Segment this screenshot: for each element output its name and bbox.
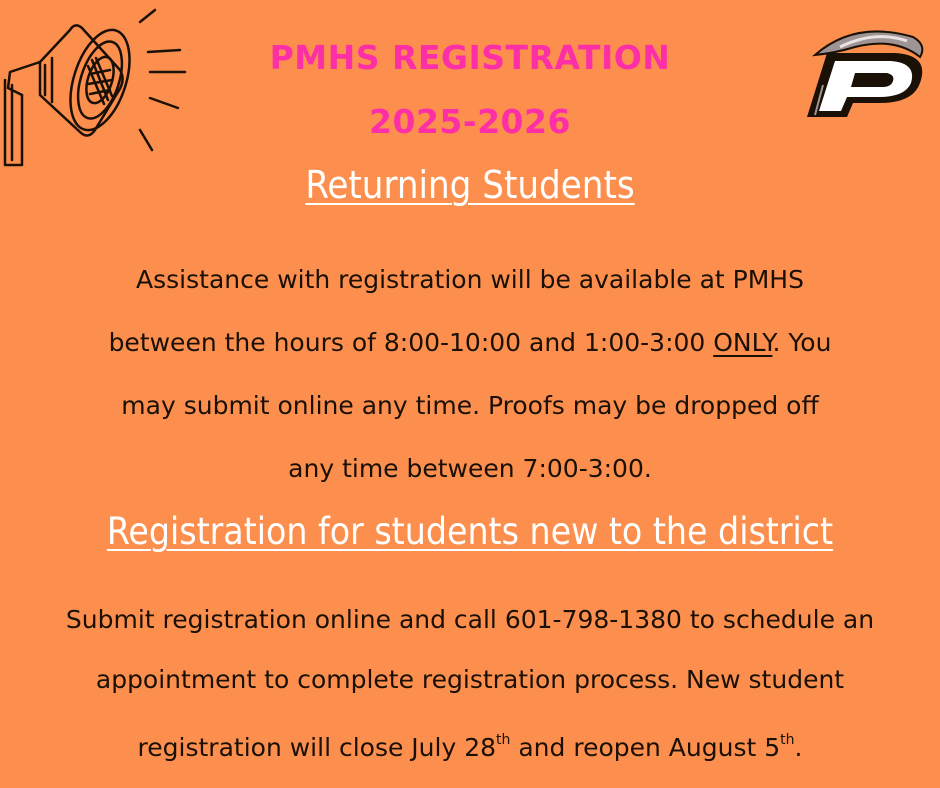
new-students-heading: Registration for students new to the district	[106, 510, 834, 553]
new-students-text	[0, 590, 940, 778]
new-students-line: appointment to complete registration process. New student	[95, 665, 845, 694]
returning-students-text	[0, 248, 940, 500]
new-students-line: Submit registration online and call 601-798-1380 to schedule an	[65, 605, 875, 634]
only-emphasis: ONLY	[713, 328, 773, 357]
new-students-line-dates: registration will close July 28th and reopen August 5th.	[137, 732, 803, 762]
page-title: PMHS REGISTRATION	[269, 38, 671, 77]
megaphone-icon	[0, 0, 200, 175]
school-year: 2025-2026	[369, 102, 571, 141]
returning-line: may submit online any time. Proofs may be dropped off	[121, 391, 819, 420]
returning-line: Assistance with registration will be available at PMHS	[136, 265, 804, 294]
returning-line: any time between 7:00-3:00.	[288, 454, 652, 483]
returning-line-hours: between the hours of 8:00-10:00 and 1:00-3:00 ONLY. You	[108, 328, 832, 357]
returning-students-heading: Returning Students	[305, 163, 635, 207]
